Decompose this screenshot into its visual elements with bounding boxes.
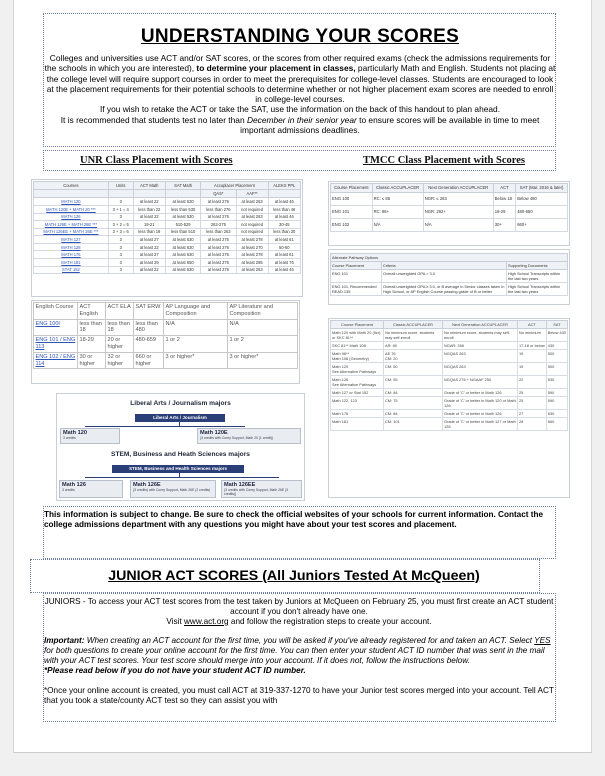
table-cell: High School Transcripts within the last two years: [507, 270, 568, 283]
table-cell: at least 46: [268, 266, 300, 274]
table-cell: 28: [518, 418, 547, 431]
table-row: [331, 218, 568, 231]
table-cell: 590: [546, 397, 567, 410]
connector: [85, 426, 245, 427]
table-cell: Overall unweighted GPA > 3.0: [382, 270, 507, 283]
table-cell: 32 or higher: [106, 352, 134, 369]
table-cell: 25: [518, 397, 547, 410]
table-cell: 430: [546, 342, 567, 350]
table-cell: 510-529: [165, 221, 200, 229]
table-cell: less than 30: [268, 228, 300, 236]
table-cell: 500: [546, 363, 567, 376]
table-cell: N/A: [423, 218, 493, 231]
table-cell: not required: [236, 205, 268, 213]
table-row: [34, 319, 298, 336]
table-cell: at least 276: [201, 251, 236, 259]
table-cell: N/A: [164, 319, 228, 336]
majors-diagram: [57, 394, 304, 500]
table-row: [34, 243, 301, 251]
table-header: Accuplacer Placement: [201, 182, 268, 190]
table-header: Classic ACCUPLACER: [372, 184, 423, 193]
table-cell[interactable]: MATH 181: [34, 259, 109, 267]
table-cell: Math 120 See Alternative Pathways: [331, 363, 384, 376]
table-cell: 3 or higher*: [228, 352, 298, 369]
table-row: [331, 205, 568, 218]
table-cell: at least 76: [268, 259, 300, 267]
table-cell: at least 530: [165, 213, 200, 221]
table-row: [331, 410, 568, 418]
table-cell: Grade of 'C' or better in Math 126: [443, 389, 518, 397]
table-header: ACT ELA: [106, 303, 134, 320]
table-cell: NGR: ≤ 263: [423, 192, 493, 205]
intro-paragraph: Colleges and universities use ACT and/or SAT scores, or the scores from other required exams (check the admissions requirements for the schools in which you are interested), to determine your placement in classes, particularly Math and English. Students not placing at the college level will require support courses in order to meet the prerequisites for college-level classes. Students are encouraged to look at the placement requirements for their potential schools to determine whether or not higher placement exam scores are needed to enroll in college-level courses. If you wish to retake the ACT or take the SAT, use the information on the back of this handout to plan ahead. It is recommended that students test no later than December in their senior year to ensure scores will be available in time to meet important admissions deadlines.: [44, 53, 556, 136]
table-header: ACT: [518, 321, 547, 329]
math-126e-box: Math 126E (3 credits) with Corey Support, Math 26E (2 credits): [130, 480, 216, 498]
id-note: *Please read below if you do not have your student ACT ID number.: [44, 666, 306, 675]
table-cell: at least 630: [165, 251, 200, 259]
table-header: ACT English: [78, 303, 106, 320]
table-cell: AR: 80: [384, 342, 443, 350]
table-cell: Grade of 'C' or better in Math 120 or Math 126: [444, 398, 516, 408]
table-cell: 19: [518, 363, 547, 376]
table-header: AP Literature and Composition: [228, 303, 298, 320]
table-cell: CM: 50: [384, 363, 443, 376]
table-cell: AE 76 CM: 20: [384, 350, 443, 363]
table-header: Course Placement: [331, 262, 382, 270]
table-row: [34, 336, 298, 353]
table-cell: less than 18: [78, 319, 106, 336]
table-cell: 590: [546, 389, 567, 397]
table-cell[interactable]: MATH 176: [34, 251, 109, 259]
table-cell: 22: [518, 376, 547, 389]
table-cell: 3: [108, 213, 133, 221]
table-header: Course Placement: [331, 321, 384, 329]
table-header: ACT Math: [133, 182, 165, 190]
table-cell: at least 276: [201, 259, 236, 267]
table-cell: Math 120 with Math 20 (5cr) or SKC 81**: [331, 329, 384, 342]
table-cell: 17-18 or below: [519, 343, 545, 348]
table-cell[interactable]: MATH 127: [34, 236, 109, 244]
table-header: Classic ACCUPLACER: [384, 321, 443, 329]
table-cell: CM: 75: [384, 397, 443, 410]
table-cell: at least 46: [268, 213, 300, 221]
table-row: [34, 213, 301, 221]
table-cell: 3: [108, 266, 133, 274]
stem-title: STEM, Business and Heath Sciences majors: [111, 451, 250, 458]
table-cell: 20 or higher: [106, 336, 134, 353]
table-cell: at least 630: [165, 236, 200, 244]
table-cell: less than 19: [133, 228, 165, 236]
table-cell: 18-29: [493, 205, 515, 218]
table-cell[interactable]: ENG 101 / ENG 113: [34, 336, 78, 353]
table-cell: High School Transcripts within the last two years: [507, 283, 568, 296]
unr-math-table: [33, 181, 301, 274]
table-cell: N/A: [228, 319, 298, 336]
page-title: UNDERSTANDING YOUR SCORES: [140, 26, 460, 47]
table-cell: Below 18: [493, 192, 515, 205]
table-cell: 3: [108, 251, 133, 259]
table-cell: 18-29: [78, 336, 106, 353]
table-cell: not required: [236, 228, 268, 236]
table-cell: less than 480: [134, 319, 164, 336]
table-cell: at least 27: [133, 236, 165, 244]
table-cell: No minimum score, students may self-enroll: [384, 329, 443, 342]
table-cell: No minimum: [518, 329, 547, 342]
table-cell: 630: [546, 410, 567, 418]
table-row: [34, 352, 298, 369]
table-cell: less than 276: [201, 205, 236, 213]
table-cell: 3 + 3 = 6: [108, 228, 133, 236]
table-cell: 480-650: [516, 205, 568, 218]
tmcc-english-table: [330, 183, 568, 232]
table-cell: Math 181: [331, 418, 384, 431]
table-cell: RC: 86+: [372, 205, 423, 218]
table-cell: SKC 81** Math 108: [331, 342, 384, 350]
table-header: Criteria: [382, 262, 507, 270]
table-cell: at least 285: [236, 259, 268, 267]
table-cell: at least 61: [268, 236, 300, 244]
table-cell: at least 530: [165, 266, 200, 274]
table-row: [331, 342, 568, 350]
table-cell: at least 530: [165, 198, 200, 206]
table-row: [34, 251, 301, 259]
table-cell: less than 510: [165, 228, 200, 236]
table-cell: Math 96** Math 106 (Geometry): [331, 350, 384, 363]
table-cell: 3 + 1 = 4: [108, 205, 133, 213]
junior-visit: Visit www.act.org and follow the registration steps to create your account.: [166, 617, 432, 626]
table-row: [331, 283, 568, 296]
table-cell: 530: [546, 376, 567, 389]
table-header: ALEKS PPL: [268, 182, 300, 190]
table-cell: at least 276: [201, 266, 236, 274]
table-cell: 27: [518, 410, 547, 418]
math-126-box: Math 126 3 credits: [59, 480, 123, 498]
table-row: [34, 266, 301, 274]
merge-paragraph: *Once your online account is created, you must call ACT at 319-337-1270 to have your Junior test scores merged into your account. Tell ACT that you took a state/county ACT test so they can assist you with: [44, 686, 554, 705]
table-cell[interactable]: ENG 102 / ENG 114: [34, 352, 78, 369]
table-cell: Math 122, 123: [331, 397, 384, 410]
tmcc-math-table: [330, 320, 568, 431]
table-cell: 19-21: [133, 221, 165, 229]
unr-english-table: [33, 302, 298, 369]
stem-pill: STEM, Business and Health Sciences majors: [112, 465, 244, 473]
table-row: [331, 389, 568, 397]
table-cell: NGQAS 276 + NGAAF 250: [443, 376, 518, 389]
table-cell: at least 61: [268, 251, 300, 259]
table-header: ACT: [493, 184, 515, 193]
table-cell[interactable]: ENG 100l: [34, 319, 78, 336]
table-caption: Alternate Pathway Options: [331, 254, 568, 262]
table-cell: 263-275: [201, 221, 236, 229]
table-cell: ENG 102: [331, 218, 373, 231]
table-cell: CM: 101: [384, 418, 443, 431]
table-cell: at least 276: [201, 198, 236, 206]
table-cell[interactable]: MATH 126EE + MATH 26E ***: [34, 228, 109, 236]
act-link[interactable]: www.act.org: [184, 617, 229, 626]
table-cell[interactable]: MATH 120E + MATH 20 ***: [34, 205, 109, 213]
table-cell: less than 263: [201, 228, 236, 236]
table-header: AP Language and Composition: [164, 303, 228, 320]
math-126ee-box: Math 126EE (3 credits with Corey Support, Math 26E (3 credits)): [221, 480, 302, 498]
table-row: [331, 270, 568, 283]
important-paragraph: Important: When creating an ACT account for the first time, you will be asked if you've already registered for and taken an ACT. Select YES for both questions to create your online account for the first time. You can then enter your student ACT ID number that was sent in the mail with your ACT test scores. Your test score should merge into your account. If it does not, follow the instructions below.: [44, 636, 551, 665]
table-row: [34, 259, 301, 267]
table-cell: less than 46: [268, 205, 300, 213]
table-row: [331, 192, 568, 205]
table-cell: 30+: [493, 218, 515, 231]
table-header: Course Placement: [331, 184, 373, 193]
table-cell: Grade of 'C' or better in Math 127 or Math 128: [444, 419, 516, 429]
table-cell: 480-659: [134, 336, 164, 353]
table-cell: NGQAS 263: [443, 350, 518, 363]
table-cell: N/A: [372, 218, 423, 231]
table-row: [34, 205, 301, 213]
table-cell: Math 176: [331, 410, 384, 418]
table-cell: ENG 101: [331, 270, 382, 283]
table-cell[interactable]: MATH 126: [34, 213, 109, 221]
table-subheader: QAS*: [201, 190, 236, 198]
table-cell: at least 46: [268, 198, 300, 206]
table-cell: at least 27: [133, 251, 165, 259]
table-cell: 19: [518, 350, 547, 363]
table-cell: at least 263: [236, 198, 268, 206]
liberal-arts-pill: Liberal Arts / Journalism: [135, 414, 225, 422]
table-cell: less than 22: [133, 205, 165, 213]
table-cell: No minimum score, students may self-enroll: [443, 329, 518, 342]
table-row: [34, 198, 301, 206]
table-row: [331, 397, 568, 410]
table-cell[interactable]: MATH 120: [34, 198, 109, 206]
table-cell: at least 270: [236, 243, 268, 251]
junior-intro: JUNIORS - To access your ACT test scores from the test taken by Juniors at McQueen on February 25, you must first create an ACT student account if you don't already have one.: [44, 597, 554, 616]
table-cell: Math 127 or Stat 152: [331, 389, 384, 397]
table-cell: NGAR: 266: [443, 342, 518, 350]
table-cell: 3: [108, 236, 133, 244]
table-cell: RC: ≤ 85: [372, 192, 423, 205]
junior-title: JUNIOR ACT SCORES (All Juniors Tested At McQueen): [108, 568, 480, 584]
table-header: Next Generation ACCUPLACER: [423, 184, 493, 193]
table-cell: at least 630: [165, 243, 200, 251]
table-cell: ENG 101: [331, 205, 373, 218]
table-cell: 1 or 2: [164, 336, 228, 353]
table-cell: CM: 84: [384, 410, 443, 418]
table-cell: 3: [108, 243, 133, 251]
table-row: [331, 376, 568, 389]
table-subheader: AAF**: [236, 190, 268, 198]
table-cell: NGQAS 263: [443, 363, 518, 376]
table-cell: at least 276: [201, 236, 236, 244]
table-row: [331, 350, 568, 363]
table-cell: at least 276: [201, 243, 236, 251]
table-cell: less than 530: [165, 205, 200, 213]
table-header: SAT (Mar. 2016 & later): [516, 184, 568, 193]
table-cell: Overall unweighted GPA ≥ 3.0, or B average in Senior classes taken in High School, or AP English Course passing grade of B or better: [382, 283, 507, 296]
connector: [85, 477, 279, 478]
table-header: Supporting Documents: [507, 262, 568, 270]
table-header: SAT: [546, 321, 567, 329]
math-120e-box: Math 120E (3 credits with Corey Support, Math 20 (1 credit)): [197, 428, 301, 444]
table-cell: ENG 100: [331, 192, 373, 205]
liberal-arts-title: Liberal Arts / Journalism majors: [130, 400, 231, 407]
table-cell: CM: 84: [384, 389, 443, 397]
math-120-box: Math 120 3 credits: [60, 428, 120, 444]
table-row: [331, 329, 568, 342]
table-cell: 30-45: [268, 221, 300, 229]
table-cell: at least 278: [236, 236, 268, 244]
table-cell: 30 or higher: [78, 352, 106, 369]
table-cell: 660: [546, 418, 567, 431]
table-header: SAT Math: [165, 182, 200, 190]
table-cell: 3: [108, 259, 133, 267]
table-cell: 3: [108, 198, 133, 206]
junior-section: [44, 597, 554, 706]
table-cell: 660+: [516, 218, 568, 231]
table-cell: at least 22: [133, 198, 165, 206]
table-cell: ENG 101, Recommended READ 135: [331, 283, 382, 296]
table-cell: 50-60: [268, 243, 300, 251]
table-cell: 660 or higher: [134, 352, 164, 369]
table-row: [34, 228, 301, 236]
table-cell: 500: [546, 350, 567, 363]
table-cell[interactable]: MATH 128: [34, 243, 109, 251]
table-cell: at least 22: [133, 213, 165, 221]
table-cell[interactable]: MATH 126E + MATH 26E ***: [34, 221, 109, 229]
table-cell: 1 or 2: [228, 336, 298, 353]
table-cell: not required: [236, 221, 268, 229]
table-row: [331, 363, 568, 376]
table-header: SAT ERW: [134, 303, 164, 320]
table-cell[interactable]: STAT 152: [34, 266, 109, 274]
table-cell: Below 480: [516, 192, 568, 205]
table-cell: at least 29: [133, 259, 165, 267]
table-cell: at least 22: [133, 243, 165, 251]
notice-paragraph: This information is subject to change. Be sure to check the official websites of your schools for current information. Contact the college admissions department with any questions you might have about your test scores and placement.: [44, 510, 544, 530]
table-cell: at least 263: [236, 213, 268, 221]
table-cell: at least 650: [165, 259, 200, 267]
table-cell: NGR: 262+: [423, 205, 493, 218]
table-cell: 25: [518, 389, 547, 397]
table-row: [331, 418, 568, 431]
table-cell: less than 18: [106, 319, 134, 336]
table-cell: CM: 55: [384, 376, 443, 389]
table-cell: at least 22: [133, 266, 165, 274]
table-cell: Grade of 'C' or better in Math 126: [443, 410, 518, 418]
table-header: English Course: [34, 303, 78, 320]
table-header: Next Generation ACCUPLACER: [443, 321, 518, 329]
table-cell: 3 + 2 = 5: [108, 221, 133, 229]
table-cell: Math 126 See Alternative Pathways: [331, 376, 384, 389]
table-cell: at least 263: [236, 266, 268, 274]
table-header: Courses: [34, 182, 109, 190]
table-cell: at least 278: [236, 251, 268, 259]
alt-pathway-table: [330, 253, 568, 296]
table-cell: at least 276: [201, 213, 236, 221]
table-cell: Below 430: [546, 329, 567, 342]
table-cell: 3 or higher*: [164, 352, 228, 369]
tmcc-heading: TMCC Class Placement with Scores: [363, 155, 525, 166]
table-row: [34, 236, 301, 244]
table-row: [34, 221, 301, 229]
table-header: Units: [108, 182, 133, 190]
unr-heading: UNR Class Placement with Scores: [80, 155, 233, 166]
